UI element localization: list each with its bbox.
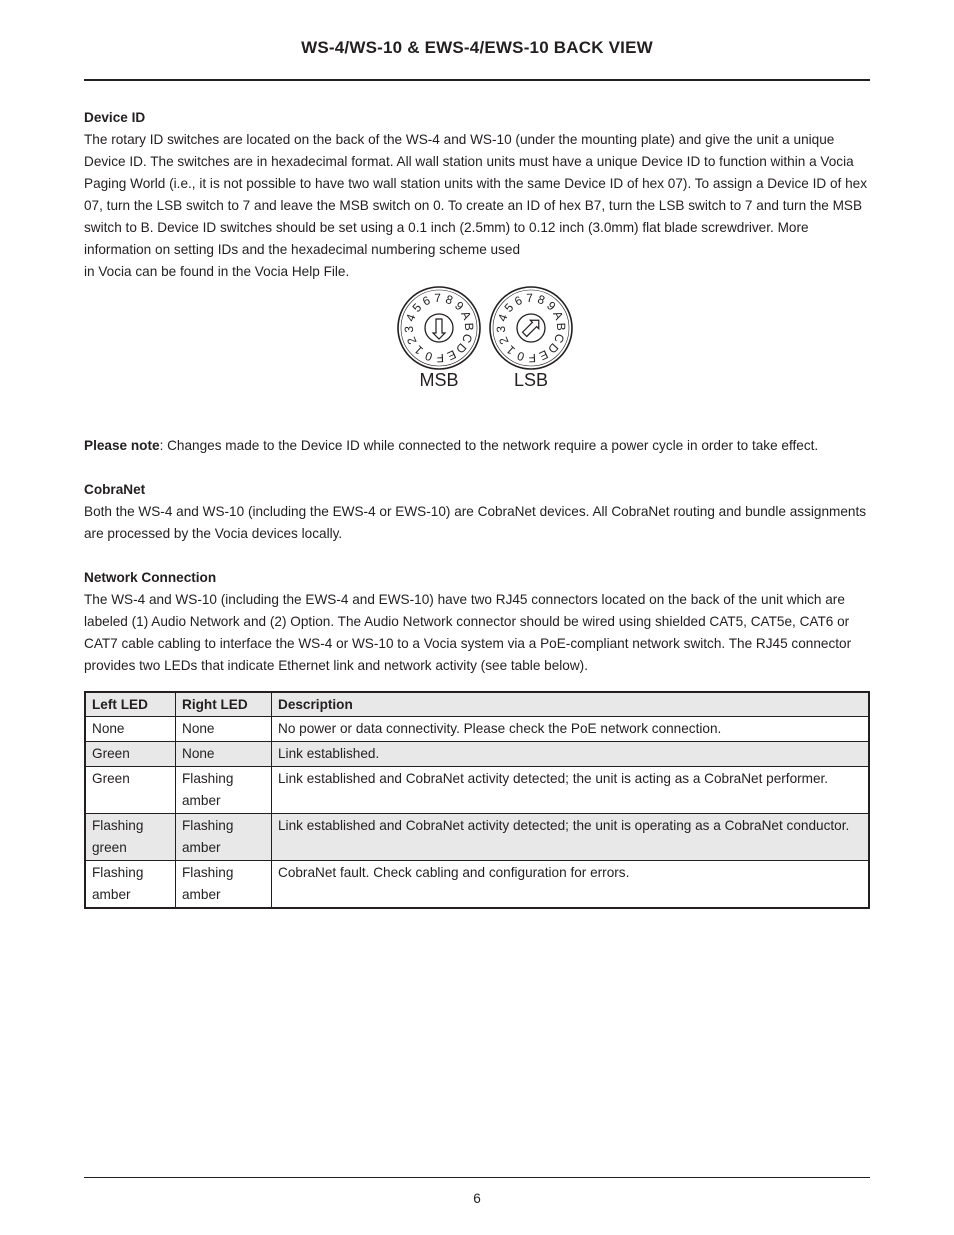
lsb-dial-digit: B <box>553 322 569 332</box>
table-row <box>85 861 869 909</box>
rotary-switch-figure <box>84 283 870 423</box>
device-id-heading: Device ID <box>84 110 146 125</box>
left-led-cell: None <box>85 717 176 742</box>
note-label: Please note <box>84 438 160 453</box>
page-number: 6 <box>473 1191 481 1206</box>
msb-label: MSB <box>419 370 459 390</box>
column-header-right-led: Right LED <box>176 692 272 717</box>
network-connection-heading: Network Connection <box>84 570 217 585</box>
msb-dial-digit: 9 <box>452 298 467 314</box>
device-id-body-continued: in Vocia can be found in the Vocia Help File. <box>84 264 350 279</box>
lsb-dial-digit: 0 <box>515 348 527 364</box>
page-content <box>84 107 870 909</box>
lsb-dial-digit: 2 <box>496 334 512 347</box>
msb-dial-digit: D <box>453 340 470 357</box>
left-led-cell: Green <box>85 742 176 767</box>
lsb-dial-digit: D <box>545 340 562 357</box>
device-id-body: The rotary ID switches are located on the back of the WS-4 and WS-10 (under the mounting plate) and give the unit a unique Device ID. The switches are in hexadecimal format. All wall station units must have a unique Device ID to function within a Vocia Paging World (i.e., it is not possible to have two wall station units with the same Device ID of hex 07). To assign a Device ID of hex 07, turn the LSB switch to 7 and leave the MSB switch on 0. To create an ID of hex B7, turn the LSB switch to 7 and turn the MSB switch to B. Device ID switches should be set using a 0.1 inch (2.5mm) to 0.12 inch (3.0mm) flat blade screwdriver. More information on setting IDs and the hexadecimal numbering scheme used <box>84 132 868 257</box>
rotary-switch-diagram <box>396 285 569 400</box>
table-header-row <box>85 692 869 717</box>
description-cell: CobraNet fault. Check cabling and configuration for errors. <box>272 861 870 909</box>
left-led-cell: Green <box>85 767 176 814</box>
lsb-rotary-switch <box>490 287 572 369</box>
table-row <box>85 814 869 861</box>
lsb-dial-digit: 5 <box>501 300 517 315</box>
msb-dial-digit: C <box>459 331 476 345</box>
right-led-cell: None <box>176 742 272 767</box>
msb-dial-digit: 3 <box>401 325 417 333</box>
msb-dial-digit: F <box>436 350 445 366</box>
cobranet-heading: CobraNet <box>84 482 146 497</box>
network-connection-body: The WS-4 and WS-10 (including the EWS-4 and EWS-10) have two RJ45 connectors located on the back of the unit which are labeled (1) Audio Network and (2) Option. The Audio Network connector should be wired using shielded CAT5, CAT5e, CAT6 or CAT7 cable cabling to interface the WS-4 or WS-10 to a Vocia system via a PoE-compliant network switch. The RJ45 connector provides two LEDs that indicate Ethernet link and network activity (see table below). <box>84 592 852 673</box>
msb-dial-digit: 8 <box>443 292 455 308</box>
right-led-cell: Flashing amber <box>176 814 272 861</box>
right-led-cell: Flashing amber <box>176 861 272 909</box>
description-cell: Link established and CobraNet activity detected; the unit is acting as a CobraNet performer. <box>272 767 870 814</box>
table-row <box>85 717 869 742</box>
msb-dial-digit: A <box>458 308 475 322</box>
msb-dial-digit: 0 <box>423 348 435 364</box>
page-title: WS-4/WS-10 & EWS-4/EWS-10 BACK VIEW <box>301 38 653 57</box>
header-divider <box>84 79 870 81</box>
lsb-label: LSB <box>513 370 549 390</box>
msb-rotary-switch <box>398 287 480 369</box>
lsb-dial-digit: 4 <box>495 312 511 324</box>
left-led-cell: Flashing amber <box>85 861 176 909</box>
description-cell: No power or data connectivity. Please check the PoE network connection. <box>272 717 870 742</box>
msb-dial-digit: 1 <box>411 342 426 358</box>
right-led-cell: None <box>176 717 272 742</box>
lsb-dial-digit: C <box>551 331 568 345</box>
lsb-dial-digit: 8 <box>535 292 547 308</box>
msb-dial-digit: 6 <box>420 293 433 309</box>
lsb-dial-digit: 7 <box>526 290 534 306</box>
msb-dial-digit: 5 <box>409 300 425 315</box>
footer-divider <box>84 1177 870 1178</box>
lsb-dial-digit: 9 <box>544 298 559 314</box>
cobranet-body: Both the WS-4 and WS-10 (including the EWS-4 or EWS-10) are CobraNet devices. All CobraNet routing and bundle assignments are processed by the Vocia devices locally. <box>84 504 867 541</box>
description-cell: Link established and CobraNet activity detected; the unit is operating as a CobraNet conductor. <box>272 814 870 861</box>
led-status-table <box>84 691 870 909</box>
lsb-dial-digit: 3 <box>493 325 509 333</box>
description-cell: Link established. <box>272 742 870 767</box>
power-cycle-note <box>84 435 870 457</box>
right-led-cell: Flashing amber <box>176 767 272 814</box>
left-led-cell: Flashing green <box>85 814 176 861</box>
lsb-dial-digit: A <box>550 308 567 322</box>
lsb-dial-digit: E <box>537 347 551 364</box>
note-text: : Changes made to the Device ID while connected to the network require a power cycle in order to take effect. <box>159 438 819 453</box>
column-header-description: Description <box>272 692 870 717</box>
lsb-dial-digit: 6 <box>512 293 525 309</box>
msb-dial-digit: E <box>445 347 459 364</box>
lsb-dial-digit: 1 <box>503 342 518 358</box>
lsb-dial-digit: F <box>528 350 537 366</box>
table-row <box>85 742 869 767</box>
msb-dial-digit: 2 <box>404 334 420 347</box>
msb-dial-digit: B <box>461 322 477 332</box>
table-row <box>85 767 869 814</box>
msb-dial-digit: 4 <box>403 312 419 324</box>
column-header-left-led: Left LED <box>85 692 176 717</box>
msb-dial-digit: 7 <box>434 290 442 306</box>
